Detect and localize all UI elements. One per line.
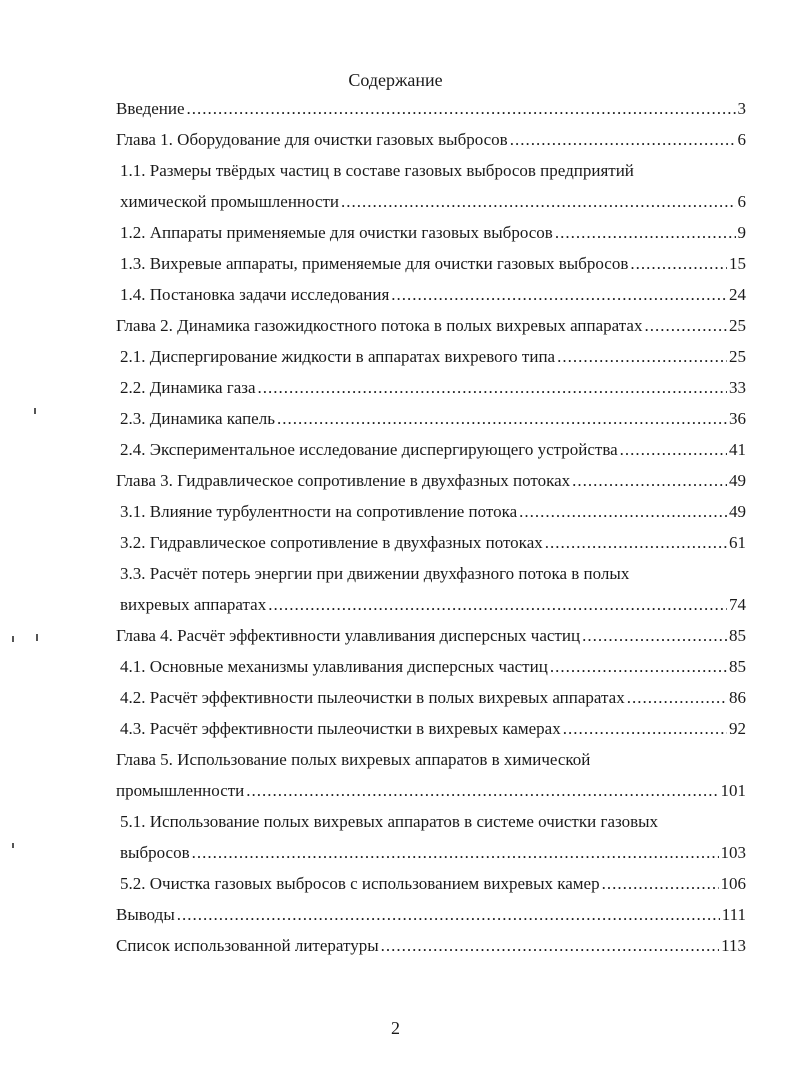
toc-entry	[110, 744, 746, 775]
toc-page-number: 6	[737, 130, 746, 149]
toc-entry	[110, 496, 746, 527]
toc-entry-title: Глава 2. Динамика газожидкостного потока в полых вихревых аппаратах	[116, 316, 643, 335]
page-number: 2	[391, 1018, 400, 1038]
toc-entry	[110, 682, 746, 713]
toc-entry-title: 2.1. Диспергирование жидкости в аппаратах вихревого типа	[120, 347, 556, 366]
toc-entry	[110, 868, 746, 899]
toc-entry-continuation	[110, 589, 746, 620]
toc-entry-title: 3.2. Гидравлическое сопротивление в двухфазных потоках	[120, 533, 543, 552]
toc-page-number: 33	[729, 378, 746, 397]
toc-page-number: 25	[729, 316, 746, 335]
toc-entry	[110, 124, 746, 155]
toc-page-number: 85	[729, 626, 746, 645]
toc-entry	[110, 310, 746, 341]
toc-page-number: 92	[729, 719, 746, 738]
dot-leader	[545, 527, 727, 558]
dot-leader	[246, 775, 718, 806]
toc-entry	[110, 713, 746, 744]
toc-entry	[110, 248, 746, 279]
toc-entry-title: 3.1. Влияние турбулентности на сопротивление потока	[120, 502, 518, 521]
dot-leader	[381, 930, 719, 961]
dot-leader	[510, 124, 736, 155]
toc-entry-title: Выводы	[116, 905, 175, 924]
toc-entry-title: 4.1. Основные механизмы улавливания дисперсных частиц	[120, 657, 548, 676]
toc-entry-title: 4.2. Расчёт эффективности пылеочистки в полых вихревых аппаратах	[120, 688, 625, 707]
dot-leader	[277, 403, 727, 434]
toc-page-number: 106	[720, 874, 746, 893]
toc-entry	[110, 341, 746, 372]
toc-page-number: 49	[729, 502, 746, 521]
dot-leader	[391, 279, 727, 310]
dot-leader	[519, 496, 727, 527]
dot-leader	[341, 186, 735, 217]
toc-entry-title-cont: выбросов	[120, 843, 190, 862]
scan-speck	[36, 634, 38, 641]
scan-speck	[34, 408, 36, 414]
toc-entry-title: 4.3. Расчёт эффективности пылеочистки в вихревых камерах	[120, 719, 561, 738]
toc-page-number: 85	[729, 657, 746, 676]
toc-page-number: 113	[721, 936, 746, 955]
toc-entry-title: Введение	[116, 99, 185, 118]
toc-entry-title: 1.1. Размеры твёрдых частиц в составе газовых выбросов предприятий	[120, 161, 634, 180]
toc-page-number: 25	[729, 347, 746, 366]
dot-leader	[555, 217, 736, 248]
dot-leader	[572, 465, 727, 496]
toc-entry-title: 2.4. Экспериментальное исследование диспергирующего устройства	[120, 440, 618, 459]
toc-entry-title: Глава 4. Расчёт эффективности улавливания дисперсных частиц	[116, 626, 581, 645]
toc-entry	[110, 527, 746, 558]
toc-page-number: 36	[729, 409, 746, 428]
scan-speck	[12, 636, 14, 642]
toc-entry	[110, 930, 746, 961]
toc-entry-title: Глава 5. Использование полых вихревых аппаратов в химической	[116, 750, 591, 769]
dot-leader	[602, 868, 719, 899]
dot-leader	[644, 310, 727, 341]
toc-entry-title: 2.2. Динамика газа	[120, 378, 256, 397]
toc-entry-title-cont: промышленности	[116, 781, 245, 800]
toc-page-number: 49	[729, 471, 746, 490]
dot-leader	[582, 620, 727, 651]
toc-entry-continuation	[110, 186, 746, 217]
toc-entry-title: 1.2. Аппараты применяемые для очистки газовых выбросов	[120, 223, 553, 242]
dot-leader	[627, 682, 727, 713]
dot-leader	[177, 899, 720, 930]
toc-entry	[110, 899, 746, 930]
toc-entry-title: 3.3. Расчёт потерь энергии при движении двухфазного потока в полых	[120, 564, 630, 583]
page-title: Содержание	[348, 70, 443, 90]
toc-entry	[110, 651, 746, 682]
toc-entry	[110, 465, 746, 496]
toc-page-number: 24	[729, 285, 746, 304]
dot-leader	[187, 93, 736, 124]
dot-leader	[550, 651, 727, 682]
dot-leader	[192, 837, 719, 868]
toc-entry-continuation	[110, 775, 746, 806]
dot-leader	[563, 713, 727, 744]
toc-entry	[110, 93, 746, 124]
toc-entry-title-cont: химической промышленности	[120, 192, 340, 211]
toc-entry-title: 1.3. Вихревые аппараты, применяемые для очистки газовых выбросов	[120, 254, 629, 273]
toc-page-number: 6	[737, 192, 746, 211]
toc-entry-title: Глава 1. Оборудование для очистки газовых выбросов	[116, 130, 508, 149]
toc-entry	[110, 434, 746, 465]
toc-page-number: 3	[737, 99, 746, 118]
toc-entry	[110, 217, 746, 248]
toc-entry	[110, 558, 746, 589]
toc-entry-title: 5.1. Использование полых вихревых аппаратов в системе очистки газовых	[120, 812, 659, 831]
toc-page-number: 103	[720, 843, 746, 862]
toc-page-number: 101	[720, 781, 746, 800]
dot-leader	[258, 372, 727, 403]
dot-leader	[268, 589, 727, 620]
dot-leader	[557, 341, 727, 372]
dot-leader	[630, 248, 727, 279]
table-of-contents	[110, 93, 746, 961]
toc-entry-title: 1.4. Постановка задачи исследования	[120, 285, 390, 304]
toc-page-number: 9	[737, 223, 746, 242]
toc-entry-continuation	[110, 837, 746, 868]
toc-entry-title: 2.3. Динамика капель	[120, 409, 275, 428]
toc-page-number: 41	[729, 440, 746, 459]
toc-entry	[110, 372, 746, 403]
toc-page-number: 111	[721, 905, 746, 924]
toc-entry-title: 5.2. Очистка газовых выбросов с использованием вихревых камер	[120, 874, 600, 893]
toc-page-number: 86	[729, 688, 746, 707]
toc-entry	[110, 620, 746, 651]
toc-page-number: 74	[729, 595, 746, 614]
scan-speck	[12, 843, 14, 848]
dot-leader	[620, 434, 727, 465]
toc-page-number: 61	[729, 533, 746, 552]
toc-entry-title: Список использованной литературы	[116, 936, 379, 955]
toc-entry	[110, 806, 746, 837]
toc-entry-title: Глава 3. Гидравлическое сопротивление в двухфазных потоках	[116, 471, 571, 490]
toc-entry-title-cont: вихревых аппаратах	[120, 595, 267, 614]
toc-entry	[110, 403, 746, 434]
toc-entry	[110, 155, 746, 186]
toc-entry	[110, 279, 746, 310]
toc-page-number: 15	[729, 254, 746, 273]
